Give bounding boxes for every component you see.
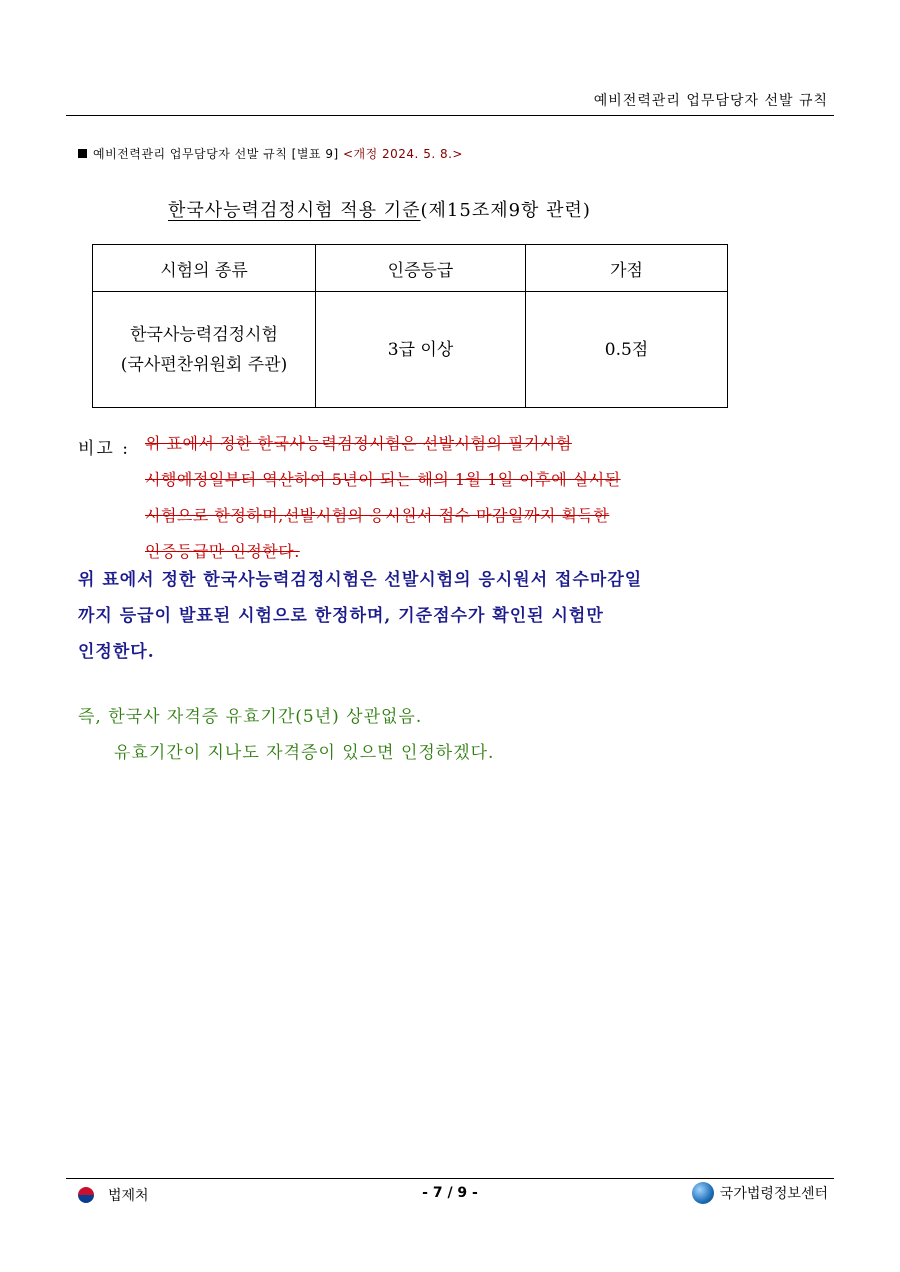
note-line-2: 유효기간이 지나도 자격증이 있으면 인정하겠다. [114, 743, 495, 763]
current-line: 인정한다. [78, 642, 155, 662]
footer-ministry: 법제처 [108, 1188, 149, 1204]
footer-law-center: 국가법령정보센터 [719, 1186, 828, 1202]
footer-divider [66, 1178, 834, 1179]
revision-date: <개정 2024. 5. 8.> [342, 147, 463, 161]
cell-exam [93, 292, 316, 408]
struck-line: 위 표에서 정한 한국사능력검정시험은 선발시험의 필기시험 [145, 434, 572, 453]
note-line-1: 즉, 한국사 자격증 유효기간(5년) 상관없음. [78, 707, 423, 727]
struck-line: 시행예정일부터 역산하여 5년이 되는 해의 1월 1일 이후에 실시된 [145, 470, 621, 489]
struck-line: 시험으로 한정하며,선발시험의 응시원서 접수 마감일까지 획득한 [145, 506, 610, 525]
annex-label [78, 145, 463, 162]
handwritten-note [78, 704, 494, 776]
footer-right [692, 1182, 828, 1204]
cell-exam-line2: (국사편찬위원회 주관) [120, 354, 288, 375]
document-title-main: 한국사능력검정시험 적용 기준 [168, 200, 421, 221]
struck-remarks [145, 432, 745, 576]
struck-line: 인증등급만 인정한다. [145, 542, 300, 561]
bullet-square-icon [78, 149, 87, 158]
document-title [168, 196, 591, 222]
header-exam-type: 시험의 종류 [93, 245, 316, 292]
table-header-row [93, 245, 728, 292]
cell-points: 0.5점 [526, 292, 728, 408]
header-divider [66, 115, 834, 116]
annex-text: 예비전력관리 업무담당자 선발 규칙 [별표 9] [93, 147, 339, 161]
law-center-logo-icon [692, 1182, 714, 1204]
header-points: 가점 [526, 245, 728, 292]
current-line: 위 표에서 정한 한국사능력검정시험은 선발시험의 응시원서 접수마감일 [78, 570, 643, 590]
table-row [93, 292, 728, 408]
cell-grade: 3급 이상 [316, 292, 526, 408]
cell-exam-line1: 한국사능력검정시험 [130, 324, 278, 345]
document-title-suffix: (제15조제9항 관련) [420, 200, 591, 221]
header-grade: 인증등급 [316, 245, 526, 292]
page-number: - 7 / 9 - [422, 1185, 478, 1201]
current-remarks [78, 567, 642, 675]
header-regulation-title: 예비전력관리 업무담당자 선발 규칙 [593, 93, 828, 109]
remarks-label: 비고 : [78, 439, 130, 459]
criteria-table [92, 244, 728, 408]
current-line: 까지 등급이 발표된 시험으로 한정하며, 기준점수가 확인된 시험만 [78, 606, 604, 626]
